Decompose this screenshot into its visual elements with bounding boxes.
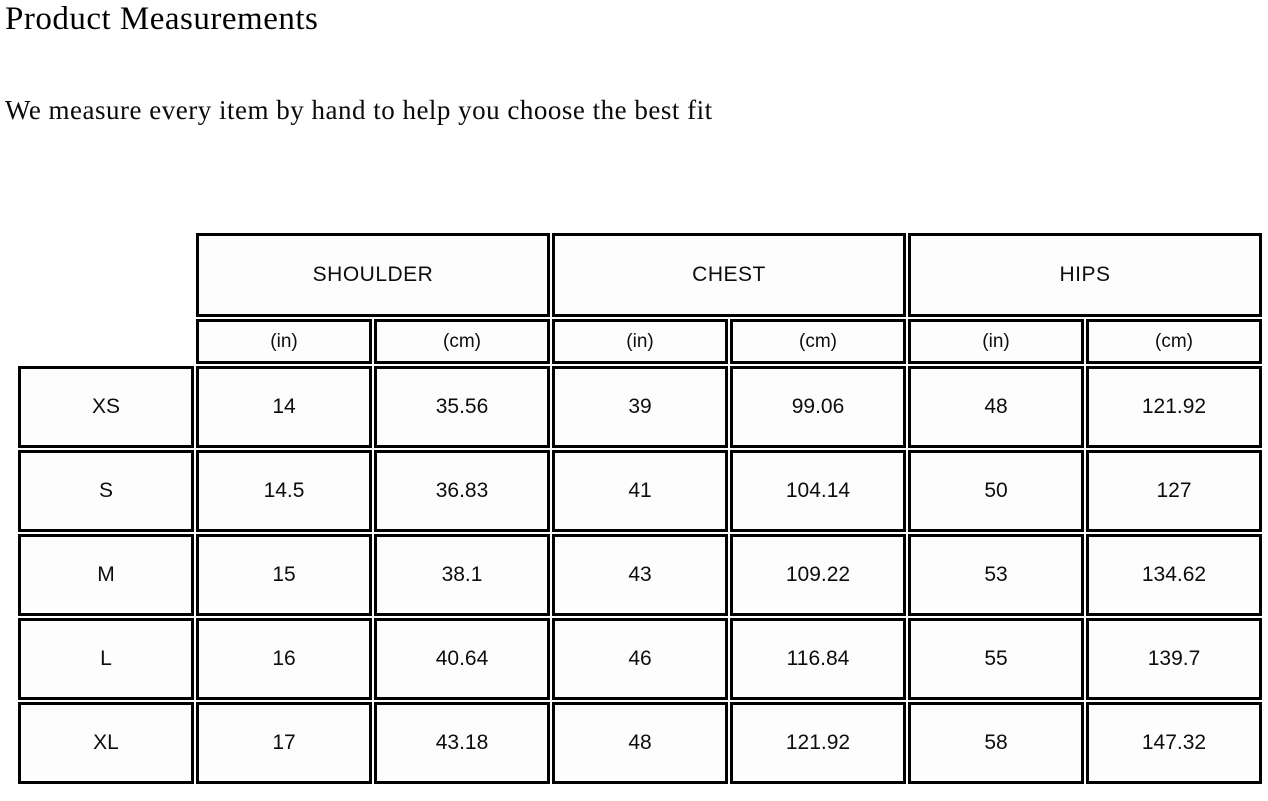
measurement-cell: 43 [552,534,728,616]
measurement-cell: 15 [196,534,372,616]
measurement-cell: 127 [1086,450,1262,532]
table-row-s [18,450,1262,532]
measurement-cell: 14.5 [196,450,372,532]
page-title: Product Measurements [5,1,319,37]
table-row-xl [18,702,1262,784]
group-header-shoulder: SHOULDER [196,233,550,317]
measurement-cell: 55 [908,618,1084,700]
unit-header-hips-cm: (cm) [1086,319,1262,364]
measurement-cell: 121.92 [730,702,906,784]
measurement-cell: 14 [196,366,372,448]
measurement-cell: 46 [552,618,728,700]
size-label: S [18,450,194,532]
measurement-cell: 104.14 [730,450,906,532]
measurement-cell: 139.7 [1086,618,1262,700]
unit-header-shoulder-in: (in) [196,319,372,364]
measurement-cell: 40.64 [374,618,550,700]
table-header-row-groups [18,233,1262,317]
unit-header-hips-in: (in) [908,319,1084,364]
measurement-cell: 50 [908,450,1084,532]
size-label: XL [18,702,194,784]
group-header-hips: HIPS [908,233,1262,317]
measurement-cell: 116.84 [730,618,906,700]
table-header-row-units [18,319,1262,364]
measurement-cell: 147.32 [1086,702,1262,784]
measurement-cell: 35.56 [374,366,550,448]
measurement-cell: 109.22 [730,534,906,616]
page-subtitle: We measure every item by hand to help you choose the best fit [5,95,713,125]
measurements-table [16,231,1264,786]
measurement-cell: 58 [908,702,1084,784]
measurement-cell: 134.62 [1086,534,1262,616]
measurement-cell: 36.83 [374,450,550,532]
unit-header-chest-cm: (cm) [730,319,906,364]
corner-blank-cell [18,319,194,364]
table-row-xs [18,366,1262,448]
unit-header-shoulder-cm: (cm) [374,319,550,364]
measurement-cell: 17 [196,702,372,784]
measurement-cell: 99.06 [730,366,906,448]
table-row-l [18,618,1262,700]
size-label: XS [18,366,194,448]
table-row-m [18,534,1262,616]
measurement-cell: 53 [908,534,1084,616]
size-label: L [18,618,194,700]
corner-blank-cell [18,233,194,317]
unit-header-chest-in: (in) [552,319,728,364]
group-header-chest: CHEST [552,233,906,317]
measurement-cell: 39 [552,366,728,448]
measurement-cell: 48 [552,702,728,784]
size-label: M [18,534,194,616]
measurement-cell: 48 [908,366,1084,448]
measurement-cell: 41 [552,450,728,532]
measurement-cell: 16 [196,618,372,700]
measurement-cell: 43.18 [374,702,550,784]
measurement-cell: 121.92 [1086,366,1262,448]
measurements-table-container [16,231,1264,786]
measurement-cell: 38.1 [374,534,550,616]
